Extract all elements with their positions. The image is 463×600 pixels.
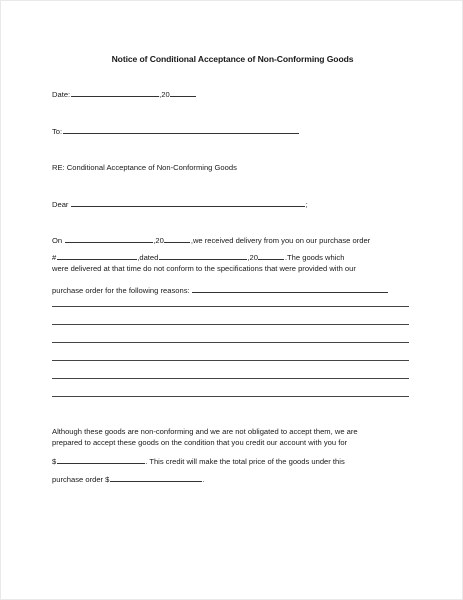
credit-text: . This credit will make the total price of the goods under this xyxy=(145,457,345,466)
reasons-line xyxy=(52,285,389,295)
po-label: purchase order $ xyxy=(52,475,110,484)
order-line xyxy=(52,252,344,262)
dear-label: Dear xyxy=(52,200,69,209)
po-total-line xyxy=(52,474,205,484)
on-year-field[interactable] xyxy=(164,235,190,243)
closing-line-2: prepared to accept these goods on the condition that you credit our account with you for xyxy=(52,438,348,447)
credit-amount-field[interactable] xyxy=(57,456,145,464)
dear-end: ; xyxy=(305,200,308,209)
order-number-field[interactable] xyxy=(57,252,137,260)
date-field[interactable] xyxy=(71,89,159,97)
to-field[interactable] xyxy=(63,126,299,134)
order-date-field[interactable] xyxy=(159,252,247,260)
hash-label: # xyxy=(52,253,57,262)
on-year-prefix: ,20 xyxy=(153,236,164,245)
credit-line xyxy=(52,456,345,466)
nonconform-line: were delivered at that time do not conform to the specifications that were provided with our xyxy=(52,264,356,273)
year-field[interactable] xyxy=(170,89,196,97)
dear-line xyxy=(52,199,308,209)
year-prefix: ,20 xyxy=(159,90,170,99)
closing-paragraph xyxy=(52,426,412,448)
reason-line-5[interactable] xyxy=(52,378,409,379)
on-line xyxy=(52,235,370,245)
reasons-field-first[interactable] xyxy=(192,285,388,293)
reason-line-4[interactable] xyxy=(52,360,409,361)
reasons-label: purchase order for the following reasons: xyxy=(52,286,190,295)
order-year-field[interactable] xyxy=(258,252,284,260)
dear-field[interactable] xyxy=(71,199,305,207)
document-title: Notice of Conditional Acceptance of Non-Conforming Goods xyxy=(111,54,354,64)
reason-line-1[interactable] xyxy=(52,306,409,307)
po-total-field[interactable] xyxy=(110,474,205,484)
order-year-prefix: ,20 xyxy=(247,253,258,262)
dollar-label: $ xyxy=(52,457,57,466)
to-label: To: xyxy=(52,127,63,136)
on-label: On xyxy=(52,236,63,245)
reason-line-3[interactable] xyxy=(52,342,409,343)
to-line xyxy=(52,126,299,136)
delivery-text: ,we received delivery from you on our purchase order xyxy=(190,236,371,245)
reason-line-2[interactable] xyxy=(52,324,409,325)
po-end: . xyxy=(202,475,205,484)
date-line xyxy=(52,89,197,99)
date-label: Date: xyxy=(52,90,71,99)
dated-label: ,dated xyxy=(137,253,159,262)
closing-line-1: Although these goods are non-conforming and we are not obligated to accept them, we are xyxy=(52,427,358,436)
on-date-field[interactable] xyxy=(65,235,153,243)
reason-line-6[interactable] xyxy=(52,396,409,397)
goods-text: .The goods which xyxy=(284,253,345,262)
re-line: RE: Conditional Acceptance of Non-Conforming Goods xyxy=(52,163,237,172)
